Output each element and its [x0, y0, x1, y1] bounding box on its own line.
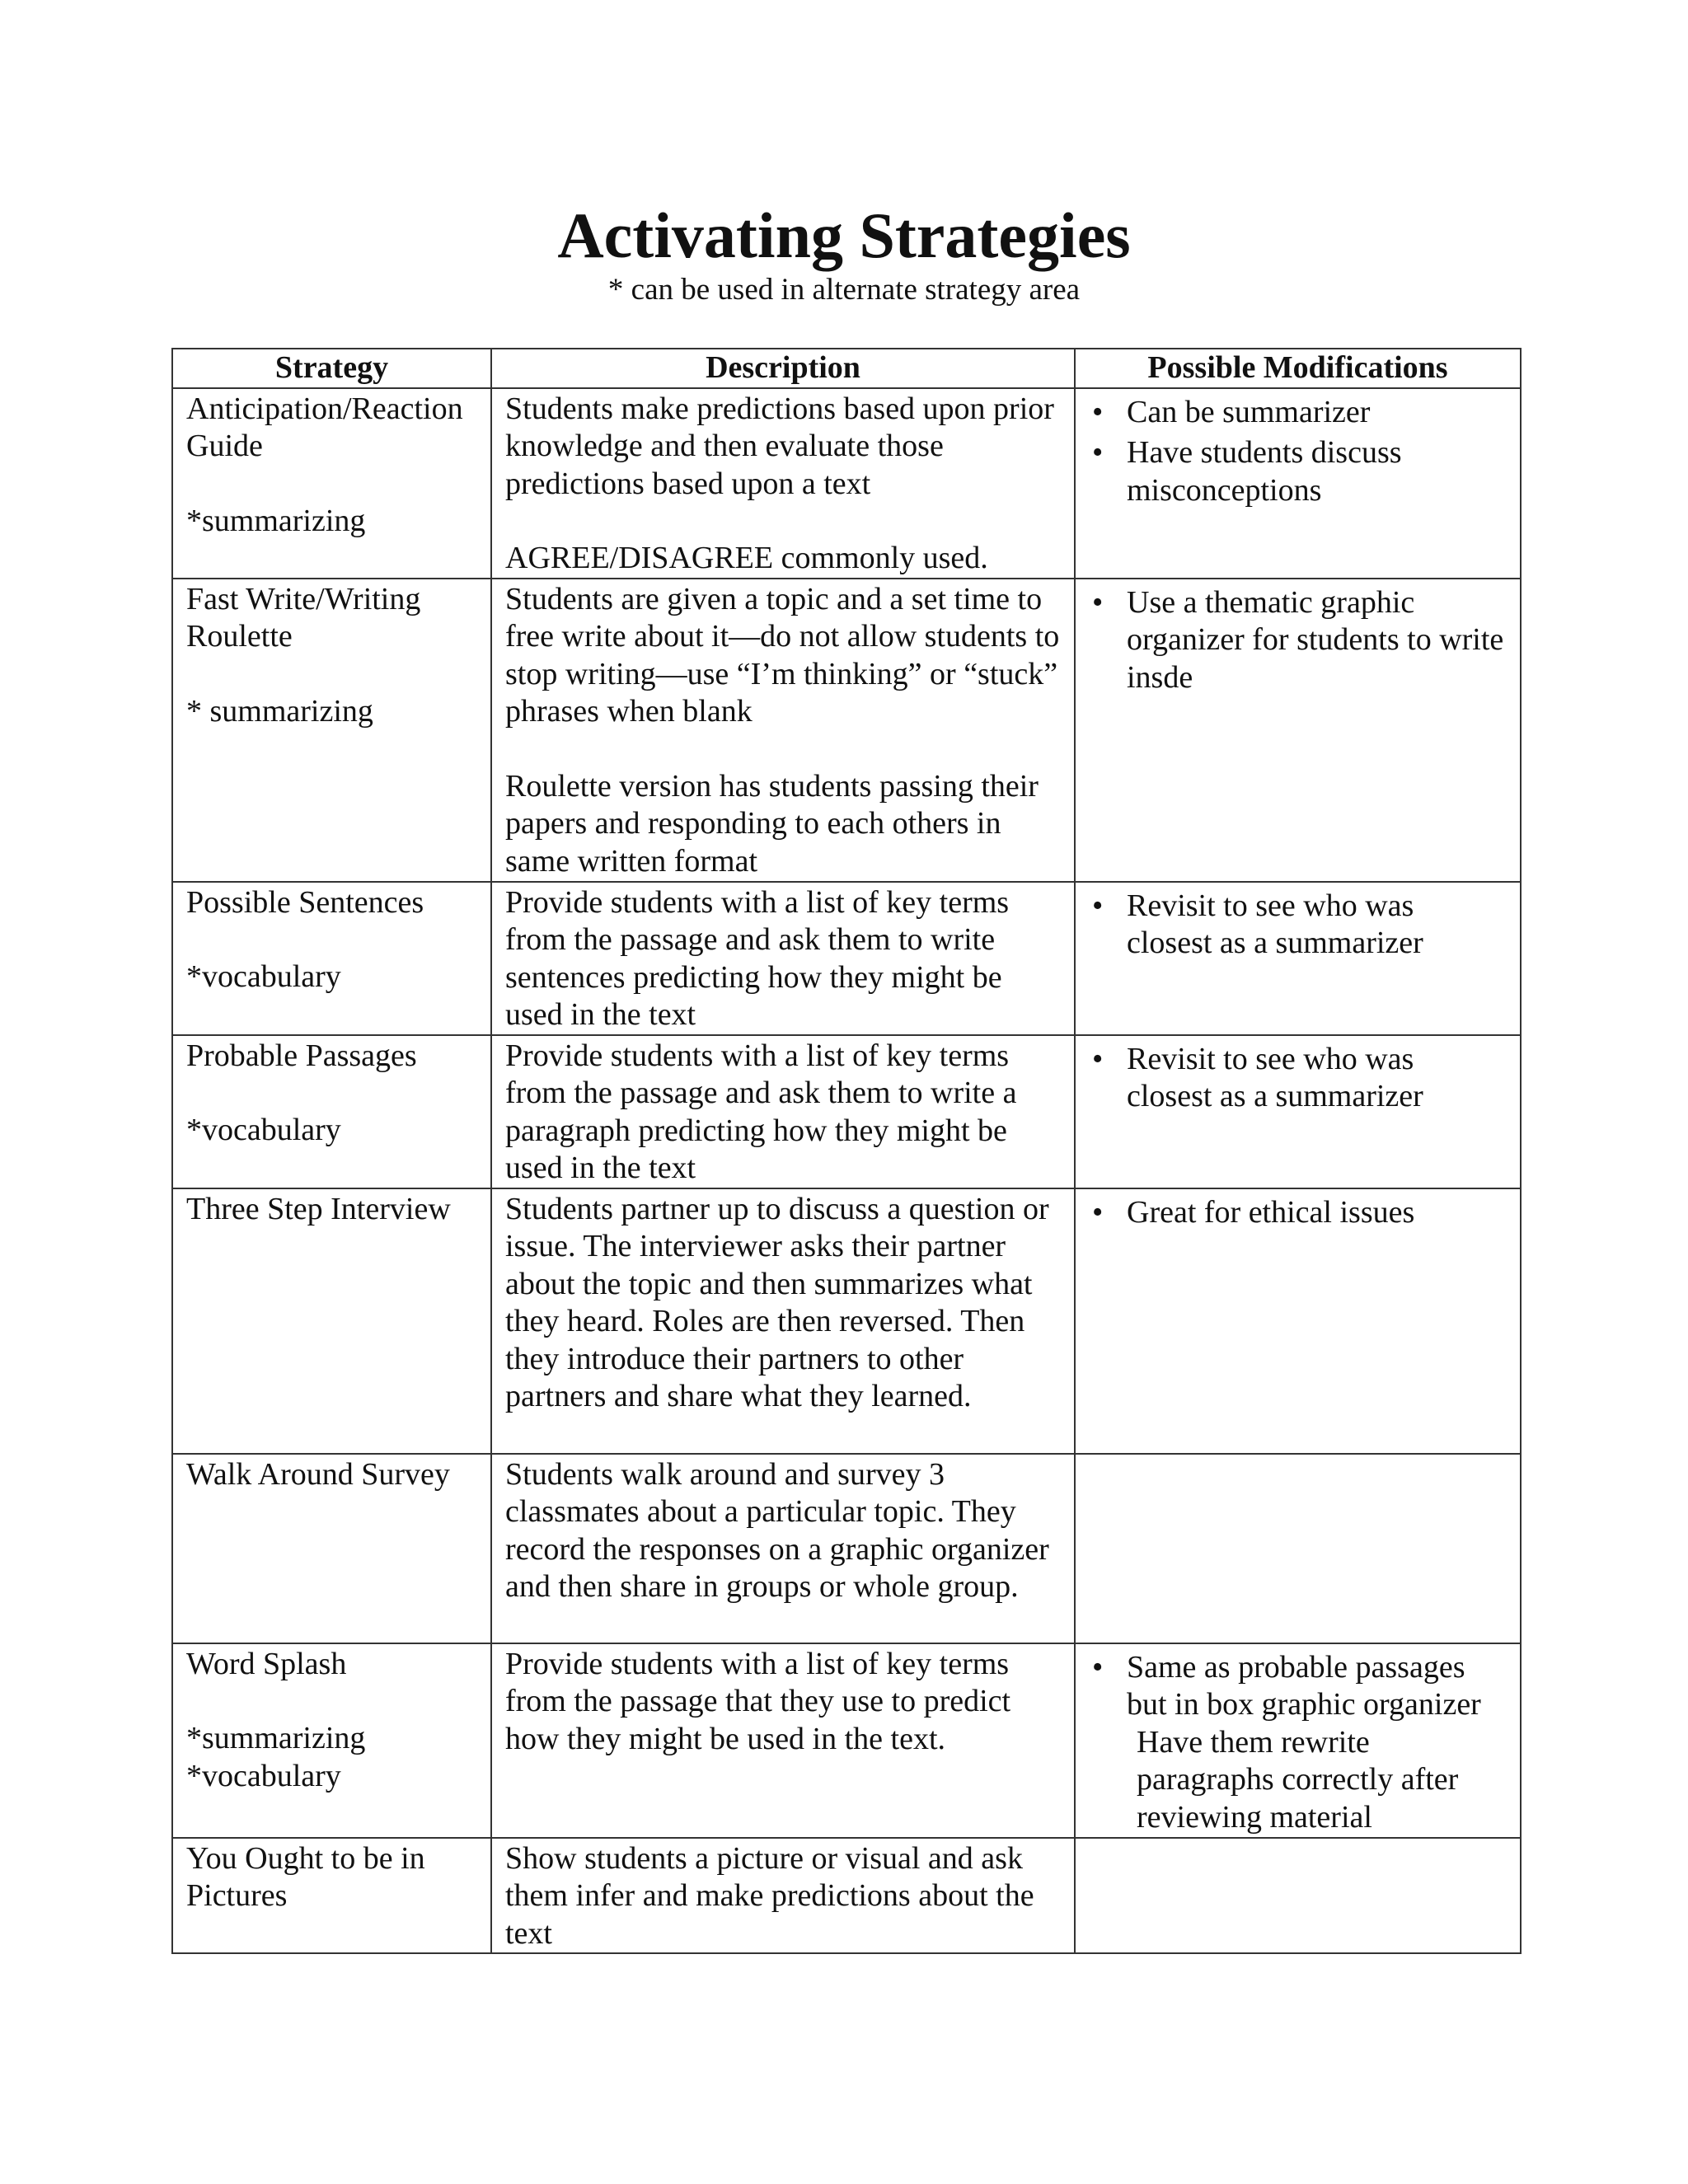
strategy-cell — [172, 1838, 491, 1954]
strategy-cell — [172, 1454, 491, 1643]
modification-note: Have them rewrite paragraphs correctly after reviewing material — [1137, 1724, 1459, 1835]
strategy-name: Walk Around Survey — [186, 1456, 450, 1492]
strategy-tag: *summarizing — [186, 1721, 366, 1755]
strategy-name: Word Splash — [186, 1646, 347, 1681]
strategy-cell — [172, 1035, 491, 1188]
description-cell — [491, 1188, 1075, 1454]
header-possible-modifications: Possible Modifications — [1075, 349, 1521, 388]
strategy-name: Three Step Interview — [186, 1191, 451, 1226]
modifications-cell — [1075, 1454, 1521, 1643]
strategy-name: Possible Sentences — [186, 884, 424, 920]
modifications-cell — [1075, 882, 1521, 1035]
strategy-tag: *summarizing — [186, 503, 366, 538]
strategy-name: Probable Passages — [186, 1038, 417, 1073]
modifications-list — [1089, 1649, 1507, 1724]
strategy-cell — [172, 1643, 491, 1838]
strategy-name: Anticipation/Reaction Guide — [186, 391, 463, 463]
list-item: • Use a thematic graphic organizer for students to write insde — [1089, 584, 1507, 697]
table-row — [172, 1035, 1521, 1188]
list-item: • Have students discuss misconceptions — [1089, 434, 1507, 509]
strategy-name: You Ought to be in Pictures — [186, 1840, 425, 1913]
header-strategy: Strategy — [172, 349, 491, 388]
description-text: Students are given a topic and a set time to free write about it—do not allow students to stop writing—use “I’m thinking” or “stuck” phrases when blank — [505, 581, 1060, 729]
description-text: Provide students with a list of key terms from the passage and ask them to write sentences predicting how they might be used in the text — [505, 884, 1010, 1032]
modifications-cell — [1075, 579, 1521, 882]
page-subtitle: * can be used in alternate strategy area — [607, 273, 1081, 307]
table-row — [172, 1454, 1521, 1643]
strategy-cell — [172, 388, 491, 579]
description-cell — [491, 1643, 1075, 1838]
modifications-list — [1089, 394, 1507, 510]
modifications-list — [1089, 1194, 1507, 1232]
modifications-cell — [1075, 1838, 1521, 1954]
strategy-cell — [172, 579, 491, 882]
strategy-tag: * summarizing — [186, 693, 373, 729]
modifications-cell — [1075, 1188, 1521, 1454]
strategies-table — [171, 348, 1522, 1954]
table-row — [172, 1838, 1521, 1954]
list-item: • Same as probable passages but in box graphic organizer — [1089, 1649, 1507, 1724]
strategy-name: Fast Write/Writing Roulette — [186, 581, 421, 654]
description-cell — [491, 1454, 1075, 1643]
description-text: Show students a picture or visual and ask them infer and make predictions about the text — [505, 1840, 1034, 1951]
description-text: AGREE/DISAGREE commonly used. — [505, 541, 988, 575]
description-text: Provide students with a list of key terms from the passage and ask them to write a paragraph predicting how they might be used in the text — [505, 1038, 1017, 1185]
modifications-list — [1089, 888, 1507, 963]
modifications-cell — [1075, 1643, 1521, 1838]
modifications-cell — [1075, 388, 1521, 579]
header-description: Description — [491, 349, 1075, 388]
description-cell — [491, 1035, 1075, 1188]
table-header-row — [172, 349, 1521, 388]
description-text: Students partner up to discuss a question or issue. The interviewer asks their partner about the topic and then summarizes what they heard. Roles are then reversed. Then they introduce their partners to other partners and share what they learned. — [505, 1191, 1049, 1413]
list-item: • Revisit to see who was closest as a summarizer — [1089, 1041, 1507, 1116]
description-cell — [491, 882, 1075, 1035]
description-cell — [491, 1838, 1075, 1954]
strategy-tag: *vocabulary — [186, 959, 341, 994]
strategy-tag: *vocabulary — [186, 1113, 341, 1147]
modifications-list — [1089, 1041, 1507, 1116]
strategy-cell — [172, 882, 491, 1035]
table-row — [172, 1643, 1521, 1838]
description-cell — [491, 579, 1075, 882]
strategy-cell — [172, 1188, 491, 1454]
description-text: Roulette version has students passing their papers and responding to each others in same written format — [505, 768, 1039, 879]
list-item: • Can be summarizer — [1089, 394, 1507, 432]
modifications-cell — [1075, 1035, 1521, 1188]
description-text: Provide students with a list of key terms from the passage that they use to predict how they might be used in the text. — [505, 1646, 1011, 1756]
page-title: Activating Strategies — [557, 199, 1131, 271]
list-item: • Great for ethical issues — [1089, 1194, 1507, 1232]
description-cell — [491, 388, 1075, 579]
table-row — [172, 388, 1521, 579]
modifications-list — [1089, 584, 1507, 697]
table-row — [172, 1188, 1521, 1454]
strategy-tag: *vocabulary — [186, 1758, 341, 1793]
table-row — [172, 882, 1521, 1035]
list-item: • Revisit to see who was closest as a summarizer — [1089, 888, 1507, 963]
description-text: Students make predictions based upon prior knowledge and then evaluate those predictions based upon a text — [505, 391, 1054, 501]
table-row — [172, 579, 1521, 882]
description-text: Students walk around and survey 3 classmates about a particular topic. They record the responses on a graphic organizer and then share in groups or whole group. — [505, 1456, 1049, 1604]
